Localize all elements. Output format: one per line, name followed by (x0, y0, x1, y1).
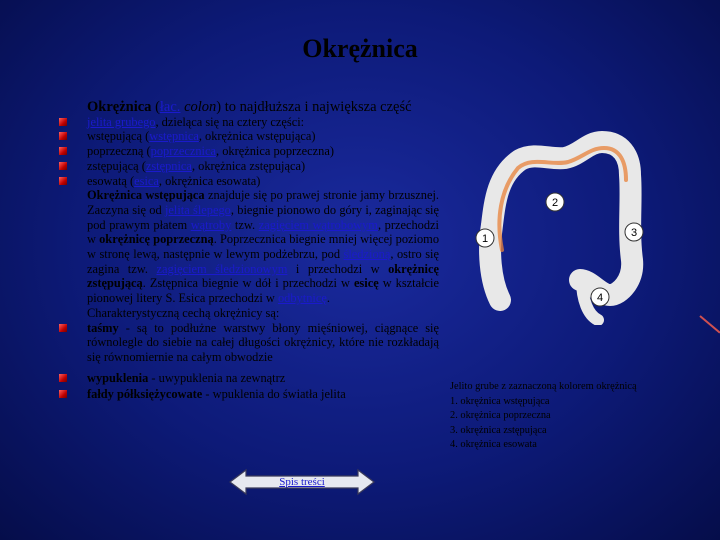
large-intestine-link[interactable]: jelita grubego (87, 114, 156, 129)
feature-item: taśmy - są to podłużne warstwy błony mięśniowej, ciągnące się równolegle do siebie na całej długości okrężnicy, które nie rozkładają się równomiernie na całym obwodzie (87, 321, 439, 365)
list-item-part: poprzeczną (poprzecznica, okrężnica poprzeczna) (87, 144, 439, 159)
caption-title: Jelito grube z zaznaczoną kolorem okrężnicą (450, 381, 637, 392)
latin-link[interactable]: łac. (159, 99, 181, 115)
large-intestine-shape (490, 142, 632, 300)
list-item-intro: jelita grubego, dzieląca się na cztery części: (87, 115, 439, 130)
cecum-link[interactable]: jelita ślepego (164, 202, 231, 217)
bullet-icon (59, 374, 67, 382)
caption-item: 2. okrężnica poprzeczna (450, 410, 551, 421)
list-item-part: wstępującą (wstępnica, okrężnica wstępująca) (87, 129, 439, 144)
marker-2 (546, 193, 564, 211)
splenic-flexure-link[interactable]: zagięciem śledzionowym (156, 261, 288, 276)
list-item-part: zstępującą (zstępnica, okrężnica zstępująca) (87, 159, 439, 174)
marker-4 (591, 288, 609, 306)
toc-link[interactable]: Spis treści (279, 476, 325, 488)
intro-term: Okrężnica (87, 99, 152, 115)
bullet-icon (59, 132, 67, 140)
description-paragraph: Okrężnica wstępująca znajduje się po prawej stronie jamy brzusznej. Zaczyna się od jelita ślepego, biegnie pionowo do góry i, zaginając się pod prawym płatem wątroby tzw. zagięciem wątrobowym, przechodzi w okrężnicę poprzeczną. Poprzecznica biegnie mniej więcej poziomo w stronę lewą, następnie w lewym podżebrzu, pod śledzioną, ostro się zagina tzw. zagięciem śledzionowym i przechodzi w okrężnicę zstępującą. Zstępnica biegnie w dół i przechodzi w esicę w kształcie pionowej litery S. Esica przechodzi w odbytnicę. (87, 188, 440, 306)
marker-1 (476, 229, 494, 247)
feature-item: wypuklenia - uwypuklenia na zewnątrz (87, 371, 439, 386)
marker-3 (625, 223, 643, 241)
caption-item: 1. okrężnica wstępująca (450, 395, 550, 407)
characteristic-heading: Charakterystyczną cechą okrężnicy są: (87, 305, 280, 320)
decorative-streak (699, 315, 720, 333)
transverse-colon-link[interactable]: poprzecznica (150, 144, 216, 159)
caption-item: 3. okrężnica zstępująca (450, 424, 547, 436)
slide-title: Okrężnica (302, 34, 418, 63)
list-item-part: esowatą (esica, okrężnica esowata) (87, 174, 439, 189)
bullet-icon (59, 118, 67, 126)
intro-line: Okrężnica (łac. colon) to najdłuższa i największa część (87, 99, 412, 115)
bullet-icon (59, 324, 67, 332)
table-of-contents-button[interactable] (228, 468, 376, 496)
bullet-icon (59, 177, 67, 185)
bullet-icon (59, 390, 67, 398)
spleen-link[interactable]: śledzioną (343, 247, 391, 262)
sigmoid-colon-link[interactable]: esica (134, 173, 159, 188)
liver-link[interactable]: wątroby (190, 217, 232, 232)
colon-illustration (470, 130, 655, 325)
bullet-icon (59, 147, 67, 155)
rectum-link[interactable]: odbytnicę (277, 291, 327, 306)
svg-text:2: 2 (551, 197, 559, 209)
ascending-colon-link[interactable]: wstępnica (149, 129, 199, 144)
slide-body (87, 100, 439, 402)
svg-text:1: 1 (481, 233, 489, 245)
hepatic-flexure-link[interactable]: zagięciem wątrobowym (258, 217, 378, 232)
feature-item: fałdy półksiężycowate - wpuklenia do światła jelita (87, 387, 439, 402)
svg-text:3: 3 (630, 227, 638, 239)
figure-caption (450, 380, 680, 453)
bullet-icon (59, 162, 67, 170)
descending-colon-link[interactable]: zstępnica (145, 158, 192, 173)
caption-item: 4. okrężnica esowata (450, 439, 537, 450)
svg-text:4: 4 (596, 292, 604, 304)
